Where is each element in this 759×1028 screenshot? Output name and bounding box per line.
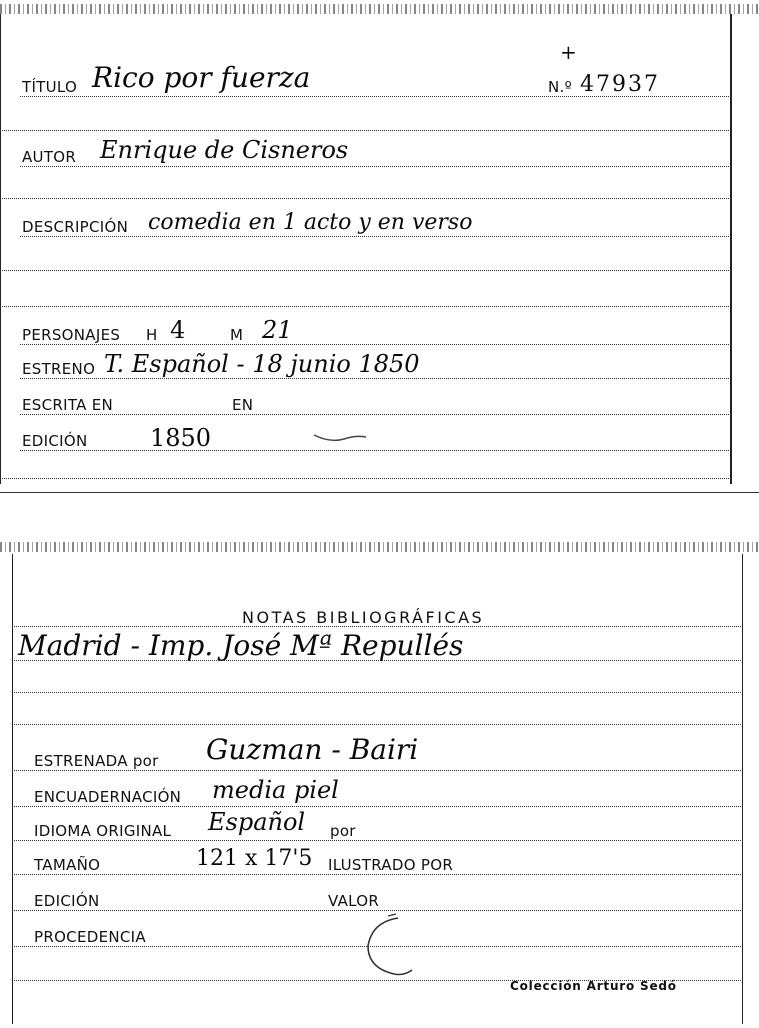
- procedencia-label: PROCEDENCIA: [34, 928, 146, 946]
- card-top-edge: [0, 4, 759, 14]
- edicion-value: 1850: [150, 424, 212, 452]
- notas-title: NOTAS BIBLIOGRÁFICAS: [242, 608, 485, 627]
- idioma-line: [14, 840, 743, 841]
- blank-line: [0, 478, 729, 479]
- blank-line: [0, 198, 729, 199]
- estreno-value: T. Español - 18 junio 1850: [104, 350, 420, 378]
- card-right-border: [730, 14, 732, 484]
- blank-line: [0, 270, 729, 271]
- personajes-line: [20, 344, 729, 345]
- notas-line: [14, 626, 743, 627]
- descripcion-line: [20, 236, 729, 237]
- blank-line: [14, 724, 743, 725]
- numero-mark: +: [560, 40, 577, 64]
- tamano-label: TAMAÑO: [34, 856, 101, 874]
- m-label: M: [230, 326, 244, 344]
- titulo-line: [20, 96, 729, 97]
- autor-value: Enrique de Cisneros: [100, 136, 349, 164]
- estrenada-value: Guzman - Bairi: [206, 733, 419, 766]
- estreno-line: [20, 378, 729, 379]
- blank-line: [14, 692, 743, 693]
- ink-stroke: [358, 912, 418, 982]
- notas-value: Madrid - Imp. José Mª Repullés: [18, 629, 464, 662]
- blank-line: [0, 130, 729, 131]
- idioma-value: Español: [208, 808, 306, 836]
- idioma-label: IDIOMA ORIGINAL: [34, 822, 172, 840]
- catalog-card-top: [0, 0, 759, 495]
- en-label: EN: [232, 396, 254, 414]
- encuadernacion-line: [14, 806, 743, 807]
- h-value: 4: [170, 316, 186, 344]
- catalog-card-bottom: [0, 540, 759, 1028]
- estrenada-label: ESTRENADA por: [34, 752, 159, 770]
- edicion-label: EDICIÓN: [34, 892, 100, 910]
- escrita-label: ESCRITA EN: [22, 396, 114, 414]
- por-label: por: [330, 822, 356, 840]
- card-bottom-edge: [0, 492, 759, 493]
- autor-line: [20, 166, 729, 167]
- ilustrado-label: ILUSTRADO POR: [328, 856, 454, 874]
- edicion-line: [20, 450, 729, 451]
- estrenada-line: [14, 770, 743, 771]
- card-left-border: [12, 554, 13, 1024]
- titulo-label: TÍTULO: [22, 78, 78, 96]
- numero-value: 47937: [580, 72, 660, 97]
- autor-label: AUTOR: [22, 148, 77, 166]
- descripcion-label: DESCRIPCIÓN: [22, 218, 129, 236]
- card-right-border: [742, 554, 743, 1024]
- ink-smudge: [310, 425, 370, 445]
- card-top-edge: [0, 542, 759, 552]
- encuadernacion-value: media piel: [212, 776, 339, 804]
- blank-line: [0, 306, 729, 307]
- estreno-label: ESTRENO: [22, 360, 96, 378]
- escrita-line: [20, 414, 729, 415]
- encuadernacion-label: ENCUADERNACIÓN: [34, 788, 182, 806]
- tamano-value: 121 x 17'5: [196, 846, 313, 871]
- edicion-label: EDICIÓN: [22, 432, 88, 450]
- titulo-value: Rico por fuerza: [92, 61, 311, 94]
- coleccion-credit: Colección Arturo Sedó: [510, 979, 677, 993]
- m-value: 21: [262, 316, 293, 344]
- tamano-line: [14, 874, 743, 875]
- notas-line: [14, 660, 743, 661]
- edicion-line: [14, 910, 743, 911]
- descripcion-value: comedia en 1 acto y en verso: [148, 210, 473, 235]
- personajes-label: PERSONAJES: [22, 326, 121, 344]
- h-label: H: [146, 326, 158, 344]
- valor-label: VALOR: [328, 892, 380, 910]
- numero-label: N.º: [548, 78, 572, 96]
- card-left-border: [0, 14, 1, 484]
